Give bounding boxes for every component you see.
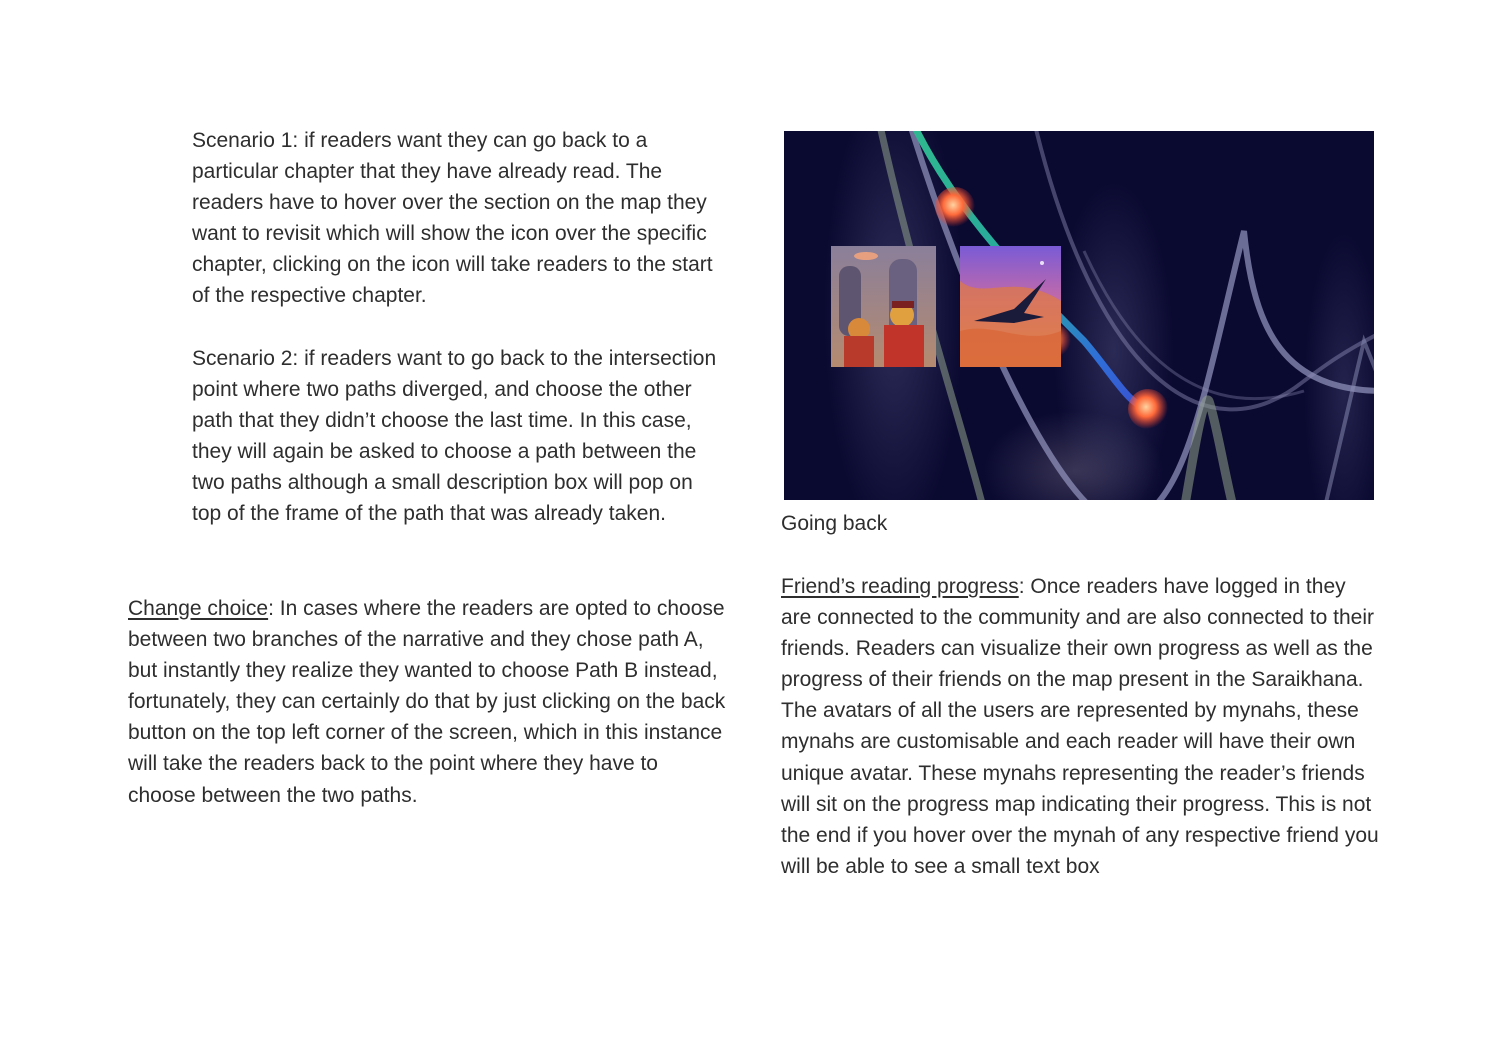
figure-caption: Going back bbox=[781, 512, 888, 535]
going-back-illustration bbox=[784, 131, 1374, 500]
scenario-2-paragraph: Scenario 2: if readers want to go back to the intersection point where two paths diverged, and choose the other path that they didn’t choose the last time. In this case, they will again be asked to choose a path between the two paths although a small description box will pop on top of the frame of the path that was already taken. bbox=[192, 347, 717, 526]
change-choice-text: : In cases where the readers are opted to choose between two branches of the narrative and they chose path A, but instantly they realize they wanted to choose Path B instead, fortunately, they can certainly do that by just clicking on the back button on the top left corner of the screen, which in this instance will take the readers back to the point where they have to choose between the two paths. bbox=[128, 597, 726, 807]
friends-progress-paragraph bbox=[781, 571, 1381, 882]
chapter-thumbnail-bird bbox=[960, 246, 1061, 367]
friends-progress-term: Friend’s reading progress bbox=[781, 575, 1019, 598]
chapter-thumbnail-palace bbox=[831, 246, 936, 367]
friends-progress-text: : Once readers have logged in they are connected to the community and are also connected to their friends. Readers can visualize their own progress as well as the progress of their friends on the map present in the Saraikhana. The avatars of all the users are represented by mynahs, these mynahs are customisable and each reader will have their own unique avatar. These mynahs representing the reader’s friends will sit on the progress map indicating their progress. This is not the end if you hover over the mynah of any respective friend you will be able to see a small text box bbox=[781, 575, 1379, 878]
change-choice-term: Change choice bbox=[128, 597, 269, 620]
change-choice-paragraph bbox=[128, 593, 728, 811]
scenario-1-paragraph: Scenario 1: if readers want they can go back to a particular chapter that they have already read. The readers have to hover over the section on the map they want to revisit which will show the icon over the specific chapter, clicking on the icon will take readers to the start of the respective chapter. bbox=[192, 129, 713, 308]
